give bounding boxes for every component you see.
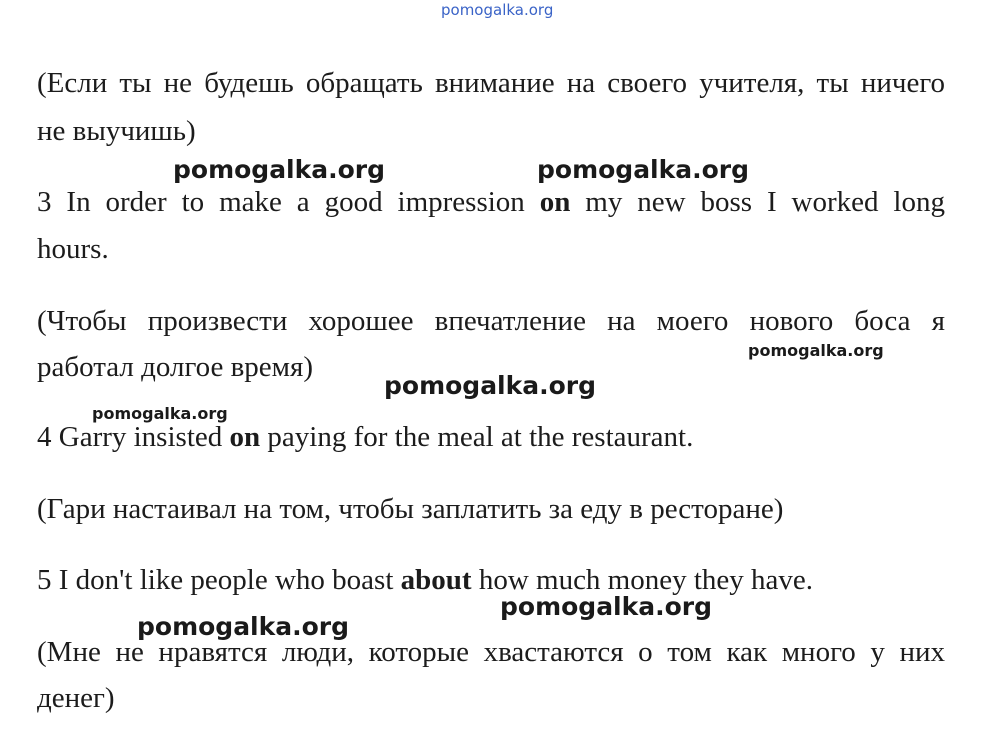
sentence-4-text-b: paying for the meal at the restaurant. <box>260 421 694 453</box>
sentence-3-line-2: hours. <box>37 233 109 265</box>
watermark-6: pomogalka.org <box>500 592 713 621</box>
watermark-3: pomogalka.org <box>748 341 884 360</box>
translation-3-line-1: (Чтобы произвести хорошее впечатление на моего нового боса я <box>37 305 945 337</box>
watermark-5: pomogalka.org <box>92 404 228 423</box>
translation-3-line-2: работал долгое время) <box>37 351 314 383</box>
watermark-7: pomogalka.org <box>137 612 350 641</box>
sentence-3-line-1 <box>37 185 945 219</box>
sentence-5-text-a: 5 I don't like people who boast <box>37 564 401 596</box>
sentence-3-text-a: 3 In order to make a good impression <box>37 186 540 218</box>
sentence-5-preposition: about <box>400 564 472 596</box>
watermark-1: pomogalka.org <box>173 155 386 184</box>
sentence-3-text-b: my new boss I worked long <box>570 186 945 218</box>
translation-line-2: не выучишь) <box>37 115 196 147</box>
sentence-5 <box>37 563 945 597</box>
sentence-4 <box>37 420 945 454</box>
sentence-4-text-a: 4 Garry insisted <box>37 421 230 453</box>
sentence-5-text-b: how much money they have. <box>471 564 814 596</box>
translation-5-line-1: (Мне не нравятся люди, которые хвастаются о том как много у них <box>37 636 945 668</box>
site-watermark-header: pomogalka.org <box>441 1 554 19</box>
translation-4: (Гари настаивал на том, чтобы заплатить за еду в ресторане) <box>37 493 784 525</box>
sentence-3-preposition: on <box>539 186 571 218</box>
sentence-4-preposition: on <box>229 421 261 453</box>
watermark-4: pomogalka.org <box>384 371 597 400</box>
translation-5-line-2: денег) <box>37 682 115 714</box>
watermark-2: pomogalka.org <box>537 155 750 184</box>
translation-line-1: (Если ты не будешь обращать внимание на своего учителя, ты ничего <box>37 67 945 99</box>
